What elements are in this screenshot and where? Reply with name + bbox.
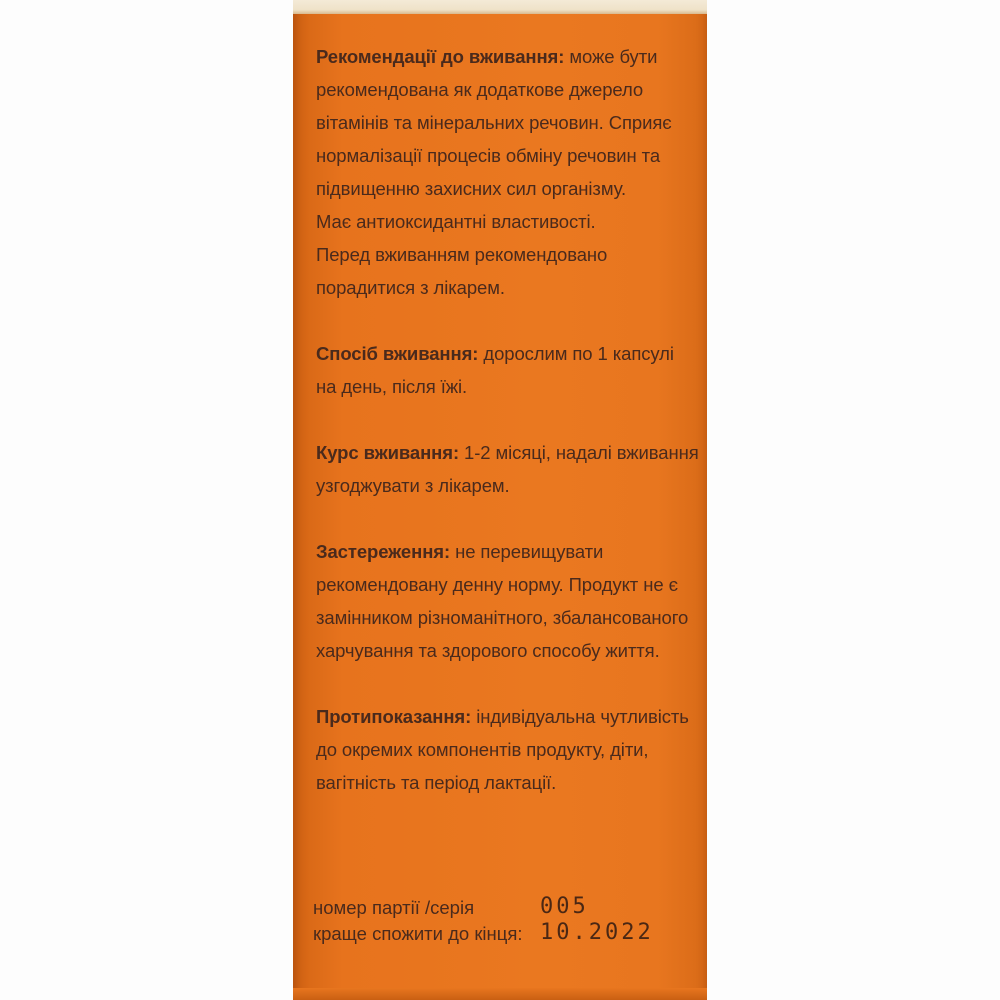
usage-paragraph [316, 337, 702, 403]
recommendation-paragraph [316, 40, 702, 304]
contraindications-paragraph [316, 700, 702, 799]
recommendation-text: може бути рекомендована як додаткове джерело вітамінів та мінеральних речовин. Сприяє нормалізації процесів обміну речовин та підвищенню захисних сил організму. Має антиоксидантні властивості. Перед вживанням рекомендовано порадитися з лікарем. [316, 46, 672, 298]
warning-paragraph [316, 535, 702, 667]
batch-labels [313, 895, 523, 947]
box-bottom-edge [293, 988, 707, 1000]
best-before-date: 10.2022 [540, 920, 654, 945]
recommendation-heading: Рекомендації до вживання: [316, 46, 565, 67]
course-text: 1-2 місяці, надалі вживання узгоджувати з лікарем. [316, 442, 699, 496]
instructions-text [316, 40, 702, 799]
usage-text: дорослим по 1 капсулі на день, після їжі. [316, 343, 674, 397]
best-before-label: краще спожити до кінця: [313, 923, 523, 944]
batch-number: 005 [540, 894, 589, 919]
warning-heading: Застереження: [316, 541, 451, 562]
contraindications-heading: Протипоказання: [316, 706, 472, 727]
course-paragraph [316, 436, 702, 502]
box-top-edge [293, 0, 707, 14]
course-heading: Курс вживання: [316, 442, 460, 463]
contraindications-text: індивідуальна чутливість до окремих компонентів продукту, діти, вагітність та період лактації. [316, 706, 689, 793]
printed-codes [540, 894, 654, 946]
warning-text: не перевищувати рекомендовану денну норму. Продукт не є замінником різноманітного, збалансованого харчування та здорового способу життя. [316, 541, 689, 661]
batch-label: номер партії /серія [313, 897, 475, 918]
usage-heading: Спосіб вживання: [316, 343, 479, 364]
